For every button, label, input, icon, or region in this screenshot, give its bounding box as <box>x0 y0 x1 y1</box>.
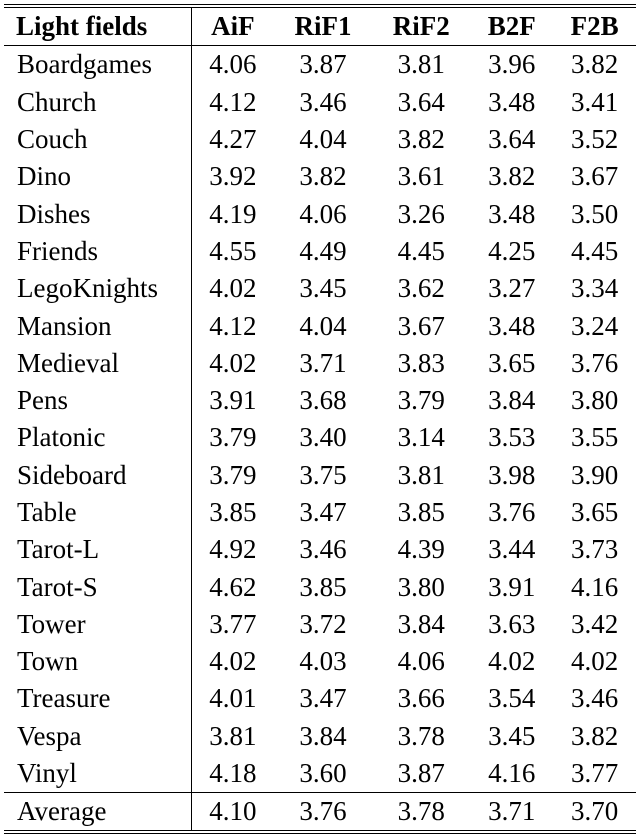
cell-value: 4.02 <box>488 646 536 677</box>
cell-value: 4.18 <box>209 758 257 789</box>
row-name: Tarot-L <box>4 531 192 568</box>
cell-value: 3.54 <box>488 683 536 714</box>
cell-value: 3.42 <box>570 608 619 639</box>
cell-value: 4.06 <box>209 49 257 80</box>
cell-value: 3.82 <box>299 161 347 192</box>
table-row <box>4 158 636 195</box>
cell-value: 3.65 <box>570 497 619 527</box>
cell-value: 3.61 <box>397 161 445 192</box>
header-rif1: RiF1 <box>294 11 352 42</box>
cell-value: 3.48 <box>488 86 536 117</box>
table-row <box>4 568 636 605</box>
row-name: Table <box>4 494 192 531</box>
cell-value: 3.45 <box>488 720 536 751</box>
cell-value: 3.78 <box>397 720 445 751</box>
cell-value: 4.04 <box>299 310 347 341</box>
cell-value: 3.62 <box>397 273 445 304</box>
cell-value: 3.87 <box>397 758 445 789</box>
cell-value: 3.87 <box>299 49 347 80</box>
table-row <box>4 195 636 232</box>
table-row <box>4 419 636 456</box>
row-name: Dino <box>4 158 192 195</box>
row-name: Couch <box>4 121 192 158</box>
cell-value: 4.19 <box>209 198 257 229</box>
header-aif: AiF <box>211 11 255 42</box>
row-name: Mansion <box>4 307 192 344</box>
cell-value: 3.81 <box>397 459 445 490</box>
cell-value: 3.46 <box>570 683 619 714</box>
cell-value: 4.02 <box>209 347 257 378</box>
cell-value: 3.79 <box>397 385 445 416</box>
cell-value: 3.67 <box>570 161 619 192</box>
cell-value: 3.75 <box>299 459 347 490</box>
cell-value: 4.06 <box>299 198 347 229</box>
cell-value: 3.84 <box>299 720 347 751</box>
row-name: Vespa <box>4 718 192 755</box>
cell-value: 3.67 <box>397 310 445 341</box>
cell-value: 3.65 <box>488 347 536 378</box>
cell-value: 4.62 <box>209 571 257 602</box>
header-row <box>4 6 636 46</box>
header-light-fields: Light fields <box>4 6 192 46</box>
row-name: Tarot-S <box>4 568 192 605</box>
cell-value: 3.83 <box>397 347 445 378</box>
cell-value: 3.24 <box>570 310 619 341</box>
cell-value: 4.45 <box>397 235 445 266</box>
table-row <box>4 307 636 344</box>
cell-value: 3.27 <box>488 273 536 304</box>
cell-value: 3.47 <box>299 683 347 714</box>
cell-value: 3.76 <box>488 497 536 527</box>
cell-value: 4.92 <box>209 534 257 565</box>
row-name: Boardgames <box>4 46 192 84</box>
cell-value: 3.50 <box>570 198 619 229</box>
cell-value: 3.91 <box>209 385 257 416</box>
table-row <box>4 606 636 643</box>
cell-value: 3.91 <box>488 571 536 602</box>
row-name: Average <box>4 793 192 833</box>
table-row <box>4 755 636 793</box>
table-row <box>4 718 636 755</box>
cell-value: 3.46 <box>299 534 347 565</box>
cell-value: 3.76 <box>570 347 619 378</box>
cell-value: 3.66 <box>397 683 445 714</box>
cell-value: 3.82 <box>488 161 536 192</box>
table-footer <box>4 793 636 833</box>
cell-value: 4.01 <box>209 683 257 714</box>
results-table <box>4 4 636 834</box>
row-name: Medieval <box>4 345 192 382</box>
cell-value: 3.82 <box>397 124 445 155</box>
cell-value: 3.96 <box>488 49 536 80</box>
cell-value: 4.10 <box>209 796 257 827</box>
cell-value: 4.02 <box>209 646 257 677</box>
cell-value: 3.79 <box>209 422 257 453</box>
cell-value: 3.80 <box>397 571 445 602</box>
cell-value: 4.25 <box>488 235 536 266</box>
cell-value: 3.64 <box>397 86 445 117</box>
row-name: Friends <box>4 233 192 270</box>
cell-value: 3.79 <box>209 459 257 490</box>
cell-value: 4.03 <box>299 646 347 677</box>
cell-value: 3.85 <box>209 497 257 527</box>
cell-value: 3.52 <box>570 124 619 155</box>
table-header <box>4 6 636 46</box>
cell-value: 3.44 <box>488 534 536 565</box>
cell-value: 3.82 <box>570 49 619 80</box>
cell-value: 3.53 <box>488 422 536 453</box>
table-row <box>4 680 636 717</box>
cell-value: 3.84 <box>488 385 536 416</box>
cell-value: 3.34 <box>570 273 619 304</box>
average-row <box>4 793 636 833</box>
cell-value: 3.90 <box>570 459 619 490</box>
table-row <box>4 233 636 270</box>
table-row <box>4 84 636 121</box>
cell-value: 4.02 <box>209 273 257 304</box>
cell-value: 3.81 <box>209 720 257 751</box>
cell-value: 3.47 <box>299 497 347 527</box>
cell-value: 4.12 <box>209 86 257 117</box>
cell-value: 3.26 <box>397 198 445 229</box>
row-name: LegoKnights <box>4 270 192 307</box>
cell-value: 3.70 <box>570 796 619 827</box>
cell-value: 4.04 <box>299 124 347 155</box>
row-name: Platonic <box>4 419 192 456</box>
cell-value: 3.78 <box>397 796 445 827</box>
cell-value: 3.46 <box>299 86 347 117</box>
row-name: Church <box>4 84 192 121</box>
table-row <box>4 457 636 494</box>
cell-value: 3.76 <box>299 796 347 827</box>
cell-value: 4.45 <box>570 235 619 266</box>
cell-value: 3.92 <box>209 161 257 192</box>
cell-value: 4.39 <box>397 534 445 565</box>
row-name: Vinyl <box>4 755 192 793</box>
header-rif2: RiF2 <box>392 11 450 42</box>
cell-value: 4.49 <box>299 235 347 266</box>
row-name: Dishes <box>4 195 192 232</box>
cell-value: 4.55 <box>209 235 257 266</box>
cell-value: 3.48 <box>488 310 536 341</box>
header-f2b: F2B <box>570 11 619 42</box>
cell-value: 3.14 <box>397 422 445 453</box>
row-name: Tower <box>4 606 192 643</box>
cell-value: 3.68 <box>299 385 347 416</box>
table-row <box>4 494 636 531</box>
cell-value: 4.16 <box>488 758 536 789</box>
table-row <box>4 270 636 307</box>
cell-value: 3.77 <box>570 758 619 789</box>
table-row <box>4 531 636 568</box>
cell-value: 3.71 <box>299 347 347 378</box>
cell-value: 3.98 <box>488 459 536 490</box>
header-b2f: B2F <box>487 11 536 42</box>
cell-value: 3.55 <box>570 422 619 453</box>
cell-value: 4.16 <box>570 571 619 602</box>
cell-value: 3.40 <box>299 422 347 453</box>
cell-value: 3.72 <box>299 608 347 639</box>
cell-value: 3.77 <box>209 608 257 639</box>
cell-value: 4.06 <box>397 646 445 677</box>
table-row <box>4 345 636 382</box>
row-name: Pens <box>4 382 192 419</box>
cell-value: 3.85 <box>299 571 347 602</box>
cell-value: 3.73 <box>570 534 619 565</box>
cell-value: 3.48 <box>488 198 536 229</box>
cell-value: 3.63 <box>488 608 536 639</box>
cell-value: 3.45 <box>299 273 347 304</box>
row-name: Treasure <box>4 680 192 717</box>
table-body <box>4 46 636 793</box>
cell-value: 4.12 <box>209 310 257 341</box>
cell-value: 3.60 <box>299 758 347 789</box>
table-row <box>4 46 636 84</box>
cell-value: 3.81 <box>397 49 445 80</box>
cell-value: 3.84 <box>397 608 445 639</box>
cell-value: 4.02 <box>570 646 619 677</box>
table-row <box>4 643 636 680</box>
cell-value: 3.80 <box>570 385 619 416</box>
cell-value: 3.41 <box>570 86 619 117</box>
cell-value: 3.82 <box>570 720 619 751</box>
table-row <box>4 382 636 419</box>
table-row <box>4 121 636 158</box>
cell-value: 3.71 <box>488 796 536 827</box>
cell-value: 3.85 <box>397 497 445 527</box>
cell-value: 4.27 <box>209 124 257 155</box>
cell-value: 3.64 <box>488 124 536 155</box>
row-name: Town <box>4 643 192 680</box>
row-name: Sideboard <box>4 457 192 494</box>
